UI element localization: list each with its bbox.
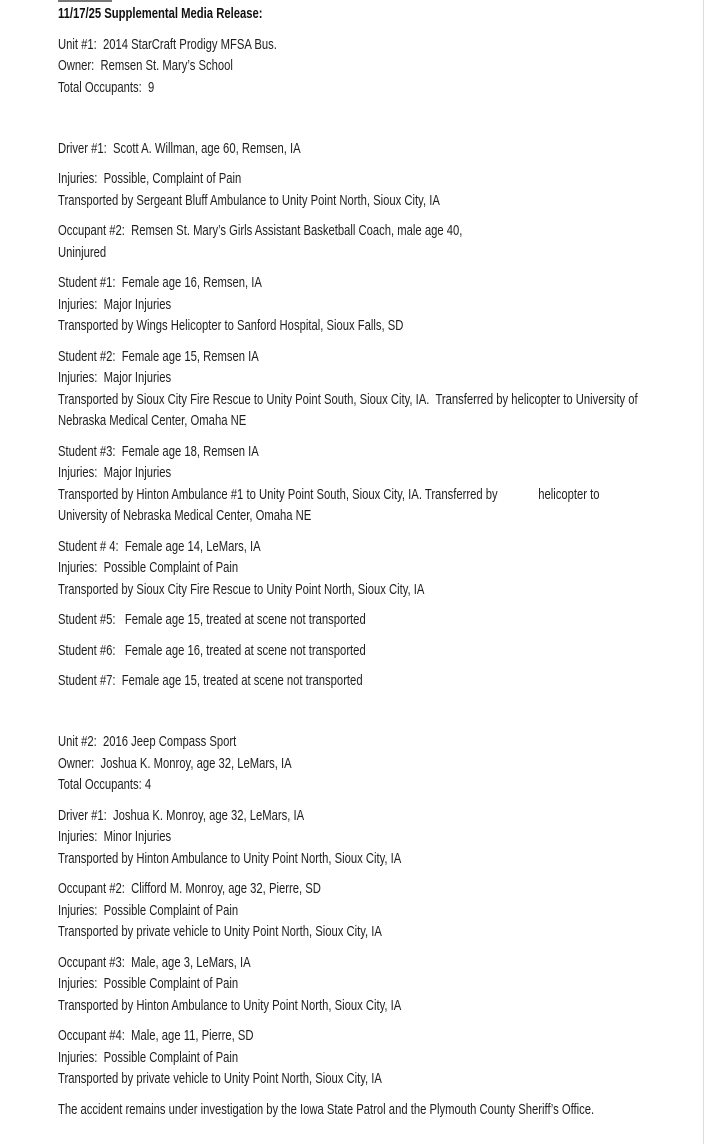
text-line: Student # 4: Female age 14, LeMars, IA xyxy=(58,537,261,555)
media-release-document xyxy=(58,3,720,1129)
text-line: Student #1: Female age 16, Remsen, IA xyxy=(58,274,262,291)
paragraph xyxy=(58,272,720,337)
text-line: Injuries: Possible Complaint of Pain xyxy=(58,975,239,992)
text-line: Driver #1: Joshua K. Monroy, age 32, LeMars, IA xyxy=(58,806,305,824)
text-line: Injuries: Possible Complaint of Pain xyxy=(58,1048,239,1066)
text-line: Uninjured xyxy=(58,243,107,261)
text-line: Transported by Hinton Ambulance to Unity Point North, Sioux City, IA xyxy=(58,849,402,867)
text-line: Occupant #3: Male, age 3, LeMars, IA xyxy=(58,953,251,971)
paragraph xyxy=(58,1025,720,1090)
text-line: Student #2: Female age 15, Remsen IA xyxy=(58,347,259,365)
text-line: Driver #1: Scott A. Willman, age 60, Remsen, IA xyxy=(58,139,301,157)
text-line: Transported by Hinton Ambulance to Unity Point North, Sioux City, IA xyxy=(58,996,402,1014)
text-line: The accident remains under investigation by the Iowa State Patrol and the Plymouth County Sheriff’s Office. xyxy=(58,1100,595,1118)
paragraph xyxy=(58,878,720,943)
text-line: Occupant #2: Remsen St. Mary’s Girls Assistant Basketball Coach, male age 40, xyxy=(58,222,463,239)
text-line: Injuries: Possible Complaint of Pain xyxy=(58,559,239,576)
text-line: University of Nebraska Medical Center, Omaha NE xyxy=(58,507,312,524)
paragraph xyxy=(58,640,720,662)
paragraph xyxy=(58,220,720,263)
text-line: Transported by Sergeant Bluff Ambulance to Unity Point North, Sioux City, IA xyxy=(58,191,440,209)
text-line: Student #6: Female age 16, treated at scene not transported xyxy=(58,641,366,659)
paragraph xyxy=(58,346,720,432)
text-line: Transported by Wings Helicopter to Sanford Hospital, Sioux Falls, SD xyxy=(58,317,404,334)
paragraph xyxy=(58,609,720,631)
text-line: Student #3: Female age 18, Remsen IA xyxy=(58,442,259,460)
paragraph xyxy=(58,138,720,160)
paragraph xyxy=(58,536,720,601)
text-line: Total Occupants: 9 xyxy=(58,78,155,96)
text-line: Injuries: Possible Complaint of Pain xyxy=(58,901,239,919)
paragraph xyxy=(58,34,720,99)
paragraph xyxy=(58,805,720,870)
text-line: Transported by Sioux City Fire Rescue to Unity Point North, Sioux City, IA xyxy=(58,580,425,598)
text-line: Transported by private vehicle to Unity Point North, Sioux City, IA xyxy=(58,1070,382,1087)
clipped-text-remnant xyxy=(58,0,112,2)
text-line: Unit #2: 2016 Jeep Compass Sport xyxy=(58,733,237,750)
text-line: Transported by private vehicle to Unity Point North, Sioux City, IA xyxy=(58,923,382,940)
document-heading: 11/17/25 Supplemental Media Release: xyxy=(58,5,263,22)
text-line: Occupant #4: Male, age 11, Pierre, SD xyxy=(58,1027,254,1044)
paragraph xyxy=(58,731,720,796)
text-line: Injuries: Possible, Complaint of Pain xyxy=(58,170,242,187)
paragraph xyxy=(58,952,720,1017)
text-line: Injuries: Major Injuries xyxy=(58,295,172,313)
paragraph xyxy=(58,701,720,723)
text-line: Occupant #2: Clifford M. Monroy, age 32, Pierre, SD xyxy=(58,880,321,897)
paragraph xyxy=(58,168,720,211)
text-line: Owner: Joshua K. Monroy, age 32, LeMars, IA xyxy=(58,754,292,772)
text-line: Student #5: Female age 15, treated at scene not transported xyxy=(58,611,366,628)
paragraph xyxy=(58,441,720,527)
text-line: Injuries: Minor Injuries xyxy=(58,828,172,845)
document-body xyxy=(58,34,720,1121)
paragraph xyxy=(58,670,720,692)
paragraph xyxy=(58,1099,720,1121)
text-line: Total Occupants: 4 xyxy=(58,776,152,793)
text-line: Injuries: Major Injuries xyxy=(58,464,172,481)
text-line: Owner: Remsen St. Mary’s School xyxy=(58,57,233,74)
paragraph xyxy=(58,107,720,129)
text-line: Injuries: Major Injuries xyxy=(58,369,172,386)
text-line: Unit #1: 2014 StarCraft Prodigy MFSA Bus. xyxy=(58,35,277,53)
text-line: Student #7: Female age 15, treated at scene not transported xyxy=(58,672,363,689)
text-line: Transported by Sioux City Fire Rescue to Unity Point South, Sioux City, IA. Transferred by helicopter to University of xyxy=(58,390,638,408)
page-edge-divider xyxy=(703,0,704,1144)
text-line xyxy=(58,701,720,723)
text-line xyxy=(58,107,720,129)
text-line: Nebraska Medical Center, Omaha NE xyxy=(58,412,247,429)
text-line: Transported by Hinton Ambulance #1 to Unity Point South, Sioux City, IA. Transferred by helicopter to xyxy=(58,485,600,503)
